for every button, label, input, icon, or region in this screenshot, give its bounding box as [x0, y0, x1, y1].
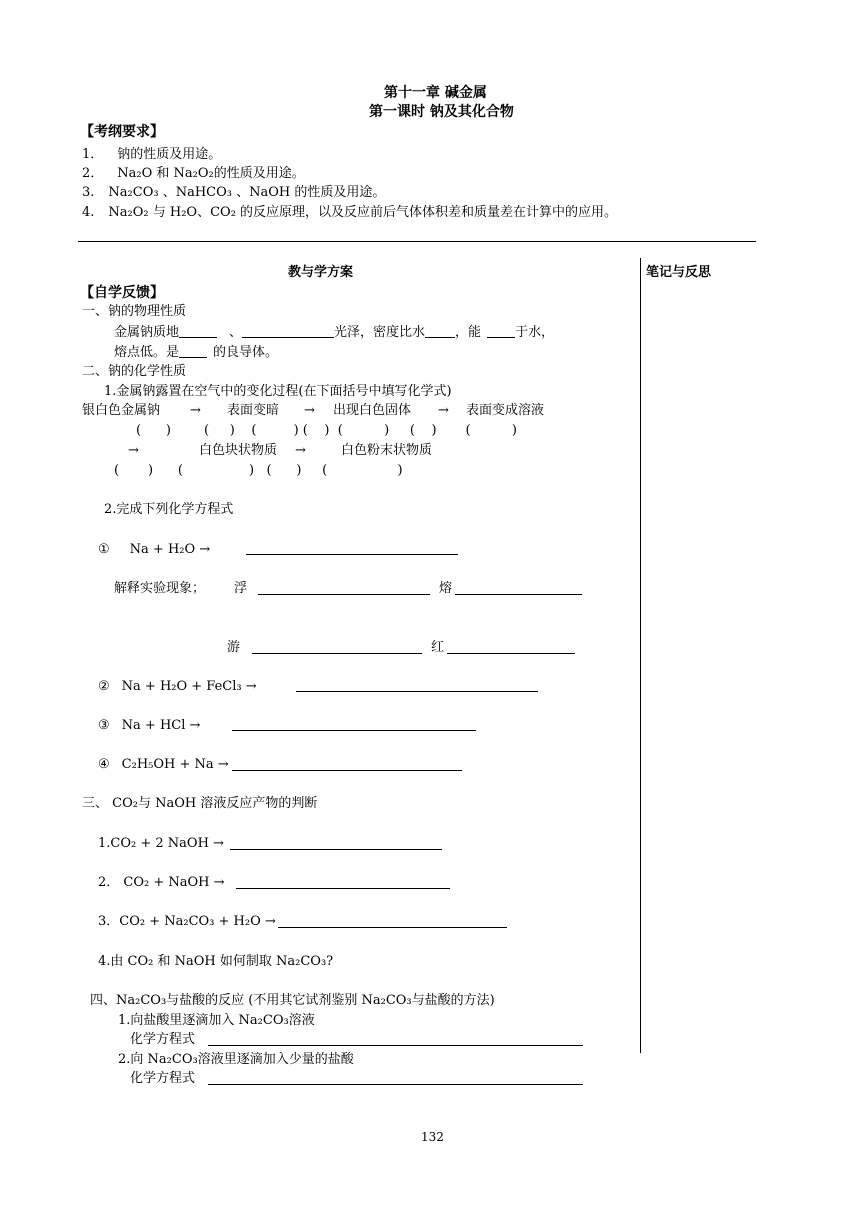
arrow-icon: → — [438, 403, 449, 418]
blank[interactable] — [242, 325, 334, 338]
answer-line-s3-2[interactable] — [236, 888, 450, 889]
syllabus-item-4: 4. Na₂O₂ 与 H₂O、CO₂ 的反应原理，以及反应前后气体体积差和质量差在计算中的应用。 — [82, 205, 618, 220]
chain-step-1: 银白色金属钠 — [82, 403, 161, 418]
answer-line-s4-1[interactable] — [208, 1045, 583, 1046]
chain-step-3: 出现白色固体 — [333, 403, 412, 418]
answer-line-s3-1[interactable] — [230, 849, 442, 850]
formula-brackets-row-1: ( ) ( ) ( ) ( ) ( ) ( ) ( ) — [136, 423, 517, 438]
arrow-icon: → — [190, 403, 201, 418]
formula-brackets-row-2: ( ) ( ) ( ) ( ) — [114, 463, 403, 478]
section-4-title: 四、Na₂CO₃与盐酸的反应 (不用其它试剂鉴别 Na₂CO₃与盐酸的方法) — [90, 993, 495, 1008]
answer-line-eq3[interactable] — [232, 730, 476, 731]
answer-line-s4-2[interactable] — [208, 1084, 583, 1085]
answer-line-s3-3[interactable] — [278, 927, 507, 928]
section-3-title: 三、 CO₂与 NaOH 溶液反应产物的判断 — [82, 796, 318, 811]
explain-label: 解释实验现象； — [114, 581, 206, 596]
answer-line-eq2[interactable] — [296, 691, 538, 692]
phenomenon-swim: 游 — [227, 640, 241, 655]
lesson-title: 第一课时 钠及其化合物 — [369, 104, 514, 120]
section-3-item-1: 1.CO₂ + 2 NaOH → — [98, 836, 224, 851]
blank[interactable] — [487, 325, 515, 338]
phenomenon-melt: 熔 — [439, 581, 453, 596]
equation-label: 化学方程式 — [130, 1032, 196, 1047]
chain-step-4: 表面变成溶液 — [466, 403, 545, 418]
equation-3: ③ Na + HCl → — [98, 718, 201, 733]
section-2-title: 二、钠的化学性质 — [82, 364, 187, 379]
notes-column-divider — [640, 258, 641, 1053]
section-divider — [78, 241, 756, 242]
section-1-line-1: 金属钠质地 、 光泽，密度比水 ，能 于水， — [114, 325, 555, 340]
section-2-sub-2: 2.完成下列化学方程式 — [104, 502, 234, 517]
answer-line-eq4[interactable] — [232, 770, 462, 771]
equation-1: ① Na + H₂O → — [98, 542, 211, 557]
notes-heading: 笔记与反思 — [646, 265, 712, 280]
section-1-title: 一、钠的物理性质 — [82, 304, 187, 319]
blank[interactable] — [179, 345, 207, 358]
chain-step-5: 白色块状物质 — [199, 443, 278, 458]
chapter-title: 第十一章 碱金属 — [384, 85, 487, 101]
blank[interactable] — [179, 325, 217, 338]
chain-step-2: 表面变暗 — [227, 403, 280, 418]
syllabus-heading: 【考纲要求】 — [80, 124, 164, 140]
section-2-sub-1: 1.金属钠露置在空气中的变化过程(在下面括号中填写化学式) — [104, 384, 452, 399]
phenomenon-float: 浮 — [234, 581, 248, 596]
section-3-item-2: 2． CO₂ + NaOH → — [98, 875, 225, 890]
arrow-icon: → — [128, 443, 139, 458]
section-4-sub-1: 1.向盐酸里逐滴加入 Na₂CO₃溶液 — [118, 1013, 315, 1028]
answer-line-float[interactable] — [258, 594, 430, 595]
arrow-icon: → — [304, 403, 315, 418]
page-number: 132 — [421, 1130, 444, 1144]
main-heading: 教与学方案 — [288, 265, 354, 280]
answer-line-red[interactable] — [447, 653, 575, 654]
section-3-item-3: 3．CO₂ + Na₂CO₃ + H₂O → — [98, 914, 276, 929]
section-4-sub-2: 2.向 Na₂CO₃溶液里逐滴加入少量的盐酸 — [118, 1052, 354, 1067]
chain-step-6: 白色粉末状物质 — [341, 443, 433, 458]
answer-line-swim[interactable] — [252, 653, 422, 654]
equation-label: 化学方程式 — [130, 1071, 196, 1086]
section-3-item-4: 4.由 CO₂ 和 NaOH 如何制取 Na₂CO₃? — [98, 954, 334, 969]
equation-4: ④ C₂H₅OH + Na → — [98, 757, 229, 772]
section-1-line-2: 熔点低。是 的良导体。 — [114, 345, 279, 360]
answer-line-melt[interactable] — [455, 594, 582, 595]
arrow-icon: → — [295, 443, 306, 458]
self-study-heading: 【自学反馈】 — [80, 285, 164, 301]
answer-line-eq1[interactable] — [246, 554, 458, 555]
equation-2: ② Na + H₂O + FeCl₃ → — [98, 679, 257, 694]
syllabus-item-3: 3. Na₂CO₃ 、NaHCO₃ 、NaOH 的性质及用途。 — [82, 185, 386, 200]
syllabus-item-1: 1． 钠的性质及用途。 — [82, 147, 222, 162]
blank[interactable] — [425, 325, 455, 338]
syllabus-item-2: 2． Na₂O 和 Na₂O₂的性质及用途。 — [82, 166, 305, 181]
phenomenon-red: 红 — [431, 640, 445, 655]
